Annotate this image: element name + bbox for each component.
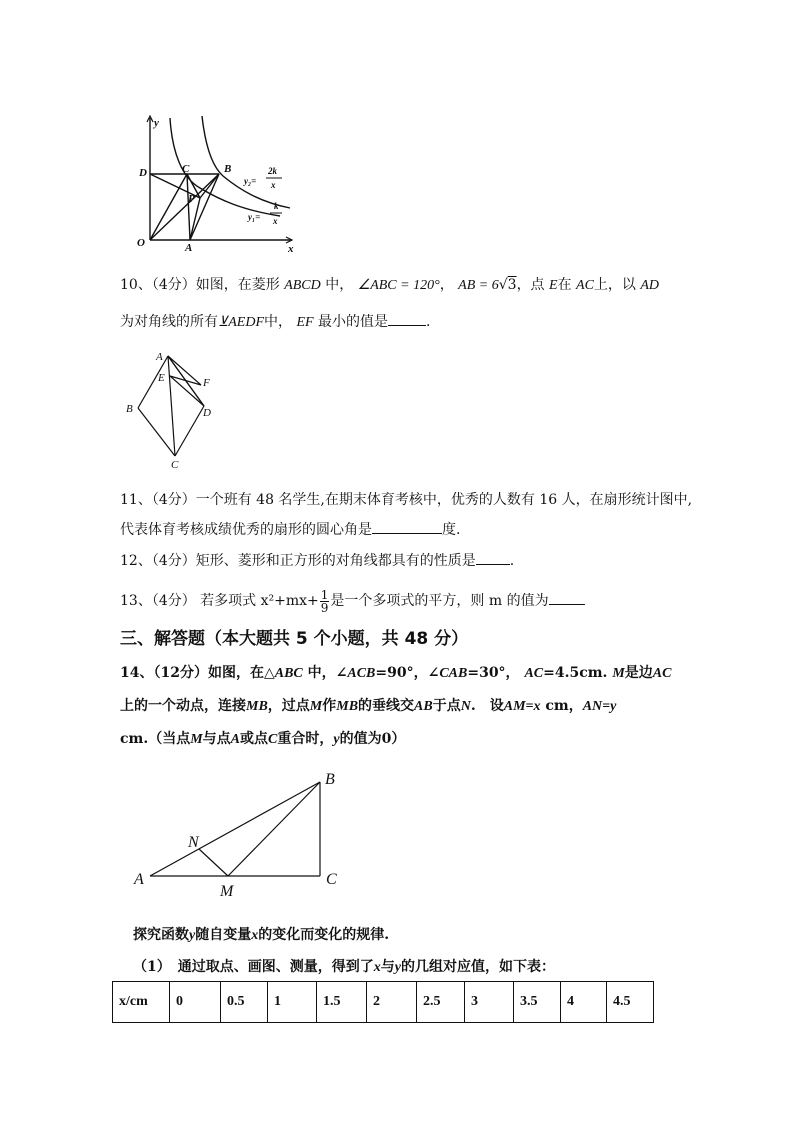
sqrt-sign: √ [498, 277, 508, 293]
x-axis-label: x [288, 243, 294, 252]
question-13: 13、（4分） 若多项式 x²+mx+ $\frac{1}{9}$ 是一个多项式的平方，则 m 的值为 [120, 586, 585, 616]
rhombus-b-label: B [126, 403, 133, 415]
table-cell: 4.5 [607, 982, 654, 1023]
triangle-a-label: A [134, 871, 144, 888]
table-cell: 0 [170, 982, 221, 1023]
y-axis-label: y [154, 117, 159, 129]
rhombus-a-label: A [156, 351, 163, 363]
table-cell: 1 [268, 982, 317, 1023]
y1-denominator: x [273, 216, 278, 226]
table-cell: 3.5 [514, 982, 561, 1023]
rhombus-figure [120, 348, 220, 473]
triangle-figure [128, 764, 348, 904]
rhombus-e-label: E [158, 372, 165, 384]
question-11-line-1: 11、（4分）一个班有 48 名学生,在期末体育考核中，优秀的人数有 16 人，在扇形统计图中, [120, 492, 693, 508]
answer-blank-10[interactable] [388, 325, 426, 326]
rhombus-c-label: C [171, 459, 179, 471]
fraction-one-ninth: $\frac{1}{9}$ [320, 587, 329, 615]
table-cell: 1.5 [317, 982, 367, 1023]
table-cell: 3 [465, 982, 514, 1023]
function-graph-figure [130, 112, 310, 252]
explore-line: 探究函数y随自变量x的变化而变化的规律. [133, 927, 390, 943]
question-10-line-1: 10、（4分）如图，在菱形 ABCD 中， ∠ABC = 120°， AB = 6√3，点 E在 AC上，以 AD [120, 277, 660, 293]
point-c-label: C [182, 163, 190, 175]
y1-prefix: y₁= [248, 212, 261, 222]
table-cell: 4 [561, 982, 607, 1023]
answer-blank-12[interactable] [476, 564, 510, 565]
point-d-label: D [139, 167, 147, 179]
question-11-line-2: 代表体育考核成绩优秀的扇形的圆心角是 度. [120, 522, 461, 538]
table-cell: 2.5 [417, 982, 465, 1023]
answer-blank-11[interactable] [372, 533, 442, 534]
x-values-table [112, 981, 654, 1023]
question-14-line-3: cm.（当点M与点A或点C重合时，y的值为0） [120, 731, 406, 747]
curve-y2 [202, 116, 290, 208]
triangle-c-label: C [326, 871, 337, 888]
question-14-line-1: 14、（12分）如图，在△ABC 中，∠ACB=90°，∠CAB=30°， AC=4.5cm. M是边AC [120, 665, 672, 681]
point-p-label: P [188, 193, 195, 205]
triangle-m-label: M [220, 883, 234, 900]
question-14-line-2: 上的一个动点，连接MB，过点M作MB的垂线交AB于点N. 设AM=x cm，AN=y [120, 698, 617, 714]
table-row [113, 982, 654, 1023]
table-cell: 2 [367, 982, 417, 1023]
table-cell: 0.5 [221, 982, 268, 1023]
y2-denominator: x [271, 180, 276, 190]
y2-numerator: 2k [268, 166, 277, 176]
section-3-heading: 三、解答题（本大题共 5 个小题，共 48 分） [120, 629, 469, 649]
question-10-line-2: 为对角线的所有⊻AEDF中， EF 最小的值是 . [120, 314, 431, 330]
triangle-b-label: B [325, 771, 335, 788]
origin-label: O [137, 237, 145, 249]
rhombus-d-label: D [203, 407, 211, 419]
part-1-line: （1） 通过取点、画图、测量，得到了x与y的几组对应值，如下表： [133, 959, 555, 975]
question-12: 12、（4分）矩形、菱形和正方形的对角线都具有的性质是 . [120, 553, 515, 569]
table-header-cell: x/cm [113, 982, 170, 1023]
triangle-n-label: N [188, 834, 199, 851]
rhombus-f-label: F [203, 377, 210, 389]
y2-prefix: y₂= [244, 176, 257, 186]
point-b-label: B [224, 163, 232, 175]
answer-blank-13[interactable] [549, 604, 585, 605]
y1-numerator: k [274, 201, 279, 211]
point-a-label: A [185, 242, 193, 252]
